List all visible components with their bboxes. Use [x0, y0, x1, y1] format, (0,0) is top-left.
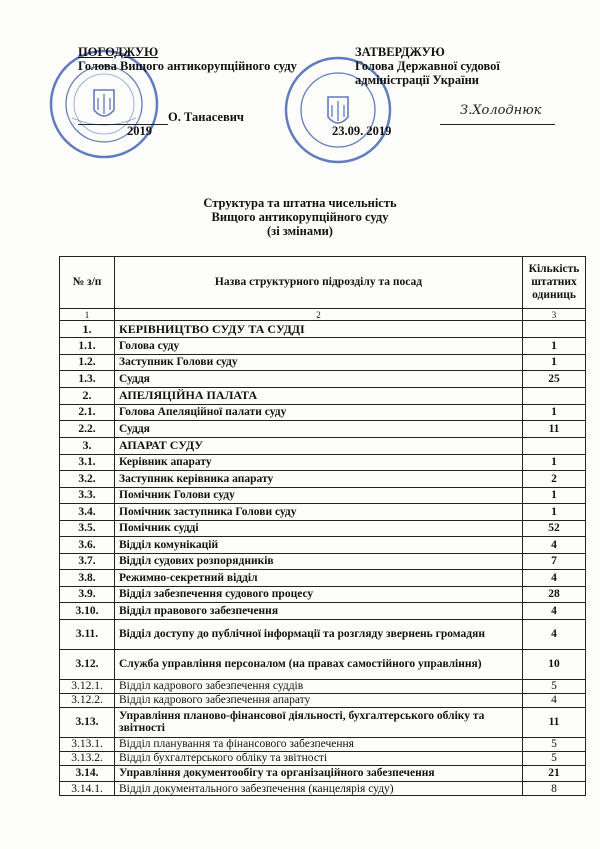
- row-name: Служба управління персоналом (на правах самостійного управління): [115, 649, 523, 679]
- row-count: 2: [523, 471, 586, 488]
- row-number: 3.5.: [60, 520, 115, 537]
- table-row: [60, 751, 586, 765]
- row-name: Відділ кадрового забезпечення апарату: [115, 693, 523, 707]
- row-count: 1: [523, 487, 586, 504]
- table-row: [60, 487, 586, 504]
- approver-name: О. Танасевич: [168, 110, 244, 124]
- table-row: [60, 454, 586, 471]
- table-row: [60, 765, 586, 782]
- row-name: КЕРІВНИЦТВО СУДУ ТА СУДДІ: [115, 321, 523, 338]
- column-index-row: [60, 309, 586, 321]
- row-number: 3.6.: [60, 537, 115, 554]
- row-count: 25: [523, 371, 586, 388]
- header-count: Кількість штатних одиниць: [523, 257, 586, 309]
- row-name: Відділ забезпечення судового процесу: [115, 586, 523, 603]
- table-row: [60, 404, 586, 421]
- table-row: [60, 537, 586, 554]
- row-count: 4: [523, 619, 586, 649]
- row-count: 1: [523, 354, 586, 371]
- approval-label: ПОГОДЖУЮ: [78, 45, 159, 59]
- title-line3: (зі змінами): [267, 224, 333, 238]
- approver-position-line2: адміністрації України: [355, 73, 479, 87]
- table-row: [60, 603, 586, 620]
- approval-label: ЗАТВЕРДЖУЮ: [355, 45, 445, 59]
- row-count: 21: [523, 765, 586, 782]
- row-count: 8: [523, 782, 586, 796]
- row-count: 4: [523, 570, 586, 587]
- row-number: 2.: [60, 387, 115, 404]
- row-number: 3.: [60, 437, 115, 454]
- table-row: [60, 553, 586, 570]
- approval-date: 23.09. 2019: [332, 124, 392, 138]
- row-number: 3.11.: [60, 619, 115, 649]
- title-line2: Вищого антикорупційного суду: [211, 210, 389, 224]
- header-name: Назва структурного підрозділу та посад: [115, 257, 523, 309]
- row-count: 4: [523, 537, 586, 554]
- table-row: [60, 471, 586, 488]
- row-count: [523, 437, 586, 454]
- row-number: 3.8.: [60, 570, 115, 587]
- row-number: 1.3.: [60, 371, 115, 388]
- row-count: 1: [523, 454, 586, 471]
- row-count: 11: [523, 707, 586, 737]
- table-row: [60, 707, 586, 737]
- row-name: Відділ комунікацій: [115, 537, 523, 554]
- table-row: [60, 437, 586, 454]
- approval-block-right: [355, 45, 575, 87]
- row-number: 1.1.: [60, 338, 115, 355]
- table-row: [60, 387, 586, 404]
- row-count: [523, 387, 586, 404]
- row-name: Суддя: [115, 371, 523, 388]
- row-number: 3.7.: [60, 553, 115, 570]
- signature-line: [440, 124, 555, 125]
- table-row: [60, 504, 586, 521]
- row-name: Режимно-секретний відділ: [115, 570, 523, 587]
- row-count: 4: [523, 603, 586, 620]
- table-row: [60, 421, 586, 438]
- table-row: [60, 321, 586, 338]
- row-count: 10: [523, 649, 586, 679]
- approver-position-line1: Голова Державної судової: [355, 59, 500, 73]
- row-count: 1: [523, 338, 586, 355]
- row-name: Заступник Голови суду: [115, 354, 523, 371]
- row-name: Відділ бухгалтерського обліку та звітності: [115, 751, 523, 765]
- row-number: 3.12.: [60, 649, 115, 679]
- header-num: № з/п: [60, 257, 115, 309]
- row-name: Відділ судових розпорядників: [115, 553, 523, 570]
- row-name: Управління планово-фінансової діяльності, бухгалтерського обліку та звітності: [115, 707, 523, 737]
- table-row: [60, 737, 586, 751]
- row-number: 3.13.2.: [60, 751, 115, 765]
- document-title: [0, 196, 600, 238]
- row-number: 2.1.: [60, 404, 115, 421]
- approval-block-left: [78, 45, 318, 73]
- table-row: [60, 679, 586, 693]
- row-name: Відділ кадрового забезпечення суддів: [115, 679, 523, 693]
- index-cell: 3: [523, 309, 586, 321]
- row-number: 3.9.: [60, 586, 115, 603]
- row-count: 7: [523, 553, 586, 570]
- table-row: [60, 649, 586, 679]
- row-number: 3.10.: [60, 603, 115, 620]
- row-count: 28: [523, 586, 586, 603]
- index-cell: 1: [60, 309, 115, 321]
- approval-date: 2019: [127, 124, 152, 138]
- row-name: Заступник керівника апарату: [115, 471, 523, 488]
- table-row: [60, 371, 586, 388]
- approver-position: Голова Вищого антикорупційного суду: [78, 59, 297, 73]
- row-count: 5: [523, 751, 586, 765]
- row-count: 1: [523, 504, 586, 521]
- row-number: 2.2.: [60, 421, 115, 438]
- row-number: 3.13.1.: [60, 737, 115, 751]
- row-name: Відділ правового забезпечення: [115, 603, 523, 620]
- row-number: 3.4.: [60, 504, 115, 521]
- handwritten-signature: З.Холоднюк: [460, 103, 542, 118]
- index-cell: 2: [115, 309, 523, 321]
- row-number: 3.12.1.: [60, 679, 115, 693]
- table-row: [60, 570, 586, 587]
- row-name: АПАРАТ СУДУ: [115, 437, 523, 454]
- row-number: 3.14.1.: [60, 782, 115, 796]
- title-line1: Структура та штатна чисельність: [203, 196, 397, 210]
- row-number: 3.3.: [60, 487, 115, 504]
- row-name: Помічник Голови суду: [115, 487, 523, 504]
- row-number: 3.14.: [60, 765, 115, 782]
- row-number: 3.13.: [60, 707, 115, 737]
- row-name: АПЕЛЯЦІЙНА ПАЛАТА: [115, 387, 523, 404]
- table-row: [60, 619, 586, 649]
- row-name: Помічник заступника Голови суду: [115, 504, 523, 521]
- table-body: [60, 309, 586, 796]
- row-name: Відділ планування та фінансового забезпечення: [115, 737, 523, 751]
- row-count: 52: [523, 520, 586, 537]
- row-count: [523, 321, 586, 338]
- row-count: 11: [523, 421, 586, 438]
- row-number: 3.2.: [60, 471, 115, 488]
- table-row: [60, 693, 586, 707]
- row-name: Голова Апеляційної палати суду: [115, 404, 523, 421]
- staffing-table: [59, 256, 586, 796]
- row-count: 5: [523, 679, 586, 693]
- table-row: [60, 338, 586, 355]
- row-name: Управління документообігу та організаційного забезпечення: [115, 765, 523, 782]
- table-row: [60, 782, 586, 796]
- row-count: 1: [523, 404, 586, 421]
- table-row: [60, 520, 586, 537]
- table-row: [60, 586, 586, 603]
- row-number: 1.: [60, 321, 115, 338]
- row-name: Помічник судді: [115, 520, 523, 537]
- row-number: 3.1.: [60, 454, 115, 471]
- row-name: Керівник апарату: [115, 454, 523, 471]
- row-name: Голова суду: [115, 338, 523, 355]
- row-count: 5: [523, 737, 586, 751]
- row-name: Відділ доступу до публічної інформації та розгляду звернень громадян: [115, 619, 523, 649]
- row-count: 4: [523, 693, 586, 707]
- row-number: 1.2.: [60, 354, 115, 371]
- row-number: 3.12.2.: [60, 693, 115, 707]
- row-name: Суддя: [115, 421, 523, 438]
- row-name: Відділ документального забезпечення (канцелярія суду): [115, 782, 523, 796]
- table-row: [60, 354, 586, 371]
